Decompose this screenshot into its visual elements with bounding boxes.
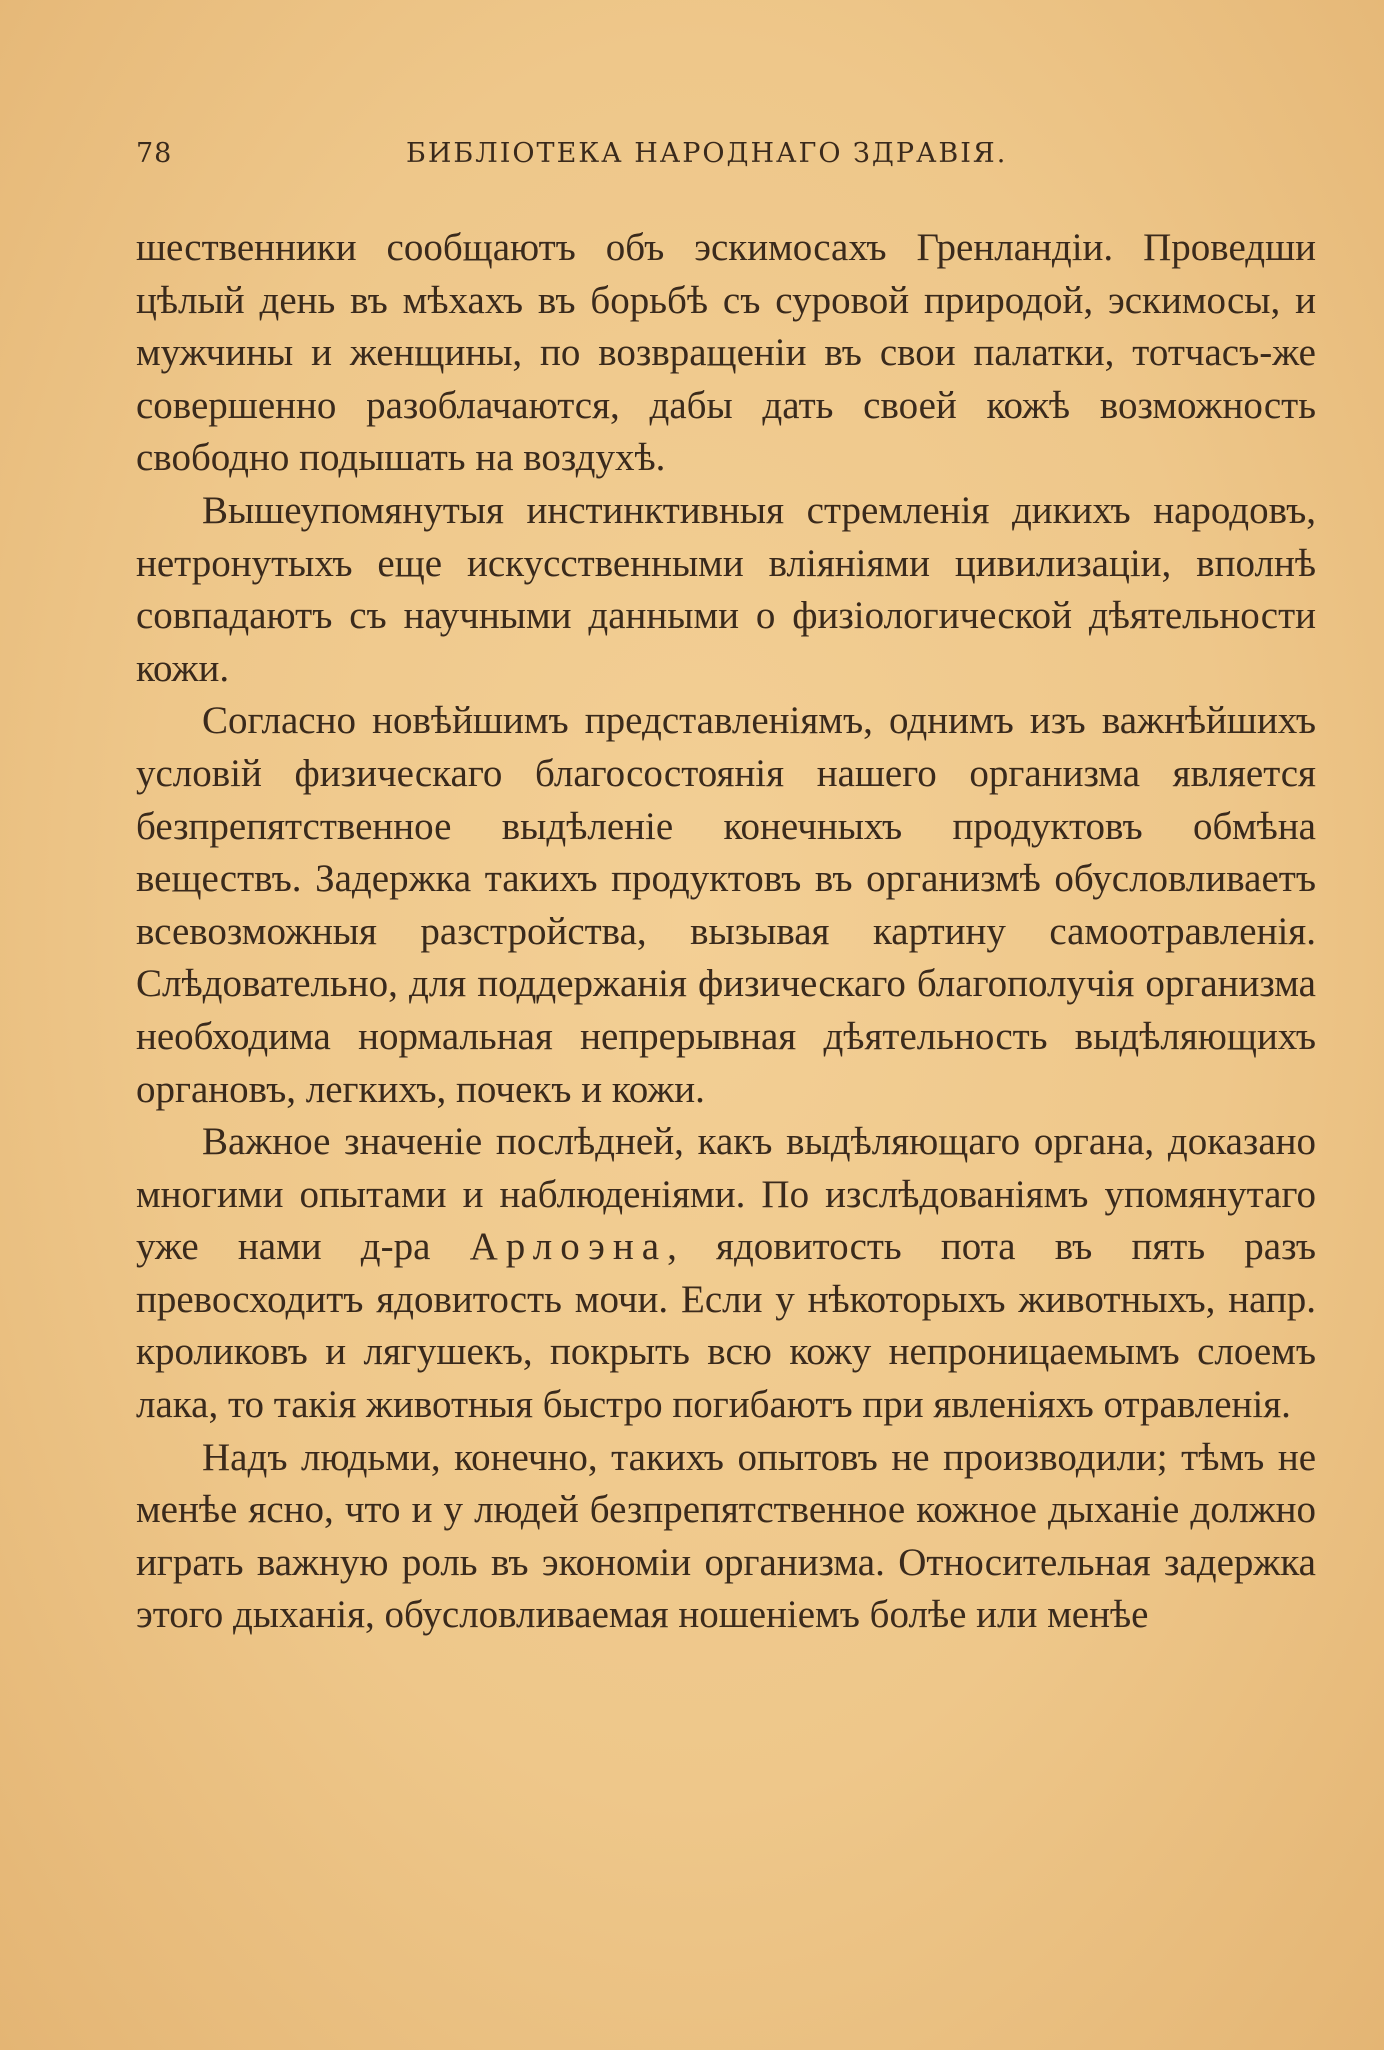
paragraph-3: Согласно новѣйшимъ представленіямъ, однимъ изъ важнѣйшихъ условій физическаго благосостоянія нашего организма является безпрепятственное выдѣленіе конечныхъ продуктовъ обмѣна веществъ. Задержка такихъ продуктовъ въ организмѣ обусловливаетъ всевозможныя разстройства, вызывая картину самоотравленія. Слѣдовательно, для поддержанія физическаго благополучія организма необходима нормальная непрерывная дѣятельность выдѣляющихъ органовъ, легкихъ, почекъ и кожи. <box>136 699 1316 1111</box>
paragraph-4-text-before: Важное значеніе послѣдней, какъ выдѣляющаго органа, доказано многими опытами и наблюденіями. По изслѣдованіямъ упомянутаго уже нами д-ра <box>136 1120 1316 1269</box>
paragraph-4 <box>136 1116 1316 1432</box>
paragraph-1: шественники сообщаютъ объ эскимосахъ Гренландіи. Проведши цѣлый день въ мѣхахъ въ борьбѣ съ суровой природой, эскимосы, и мужчины и женщины, по возвращеніи въ свои палатки, тотчасъ-же совершенно разоблачаются, дабы дать своей кожѣ возможность свободно подышать на воздухѣ. <box>136 226 1316 480</box>
paragraph-2: Вышеупомянутыя инстинктивныя стремленія дикихъ народовъ, нетронутыхъ еще искусственными вліяніями цивилизаціи, вполнѣ совпадаютъ съ научными данными о физіологической дѣятельности кожи. <box>136 488 1316 690</box>
paragraph-5: Надъ людьми, конечно, такихъ опытовъ не производили; тѣмъ не менѣе ясно, что и у людей безпрепятственное кожное дыханіе должно играть важную роль въ экономіи организма. Относительная задержка этого дыханія, обусловливаемая ношеніемъ болѣе или менѣе <box>136 1435 1316 1637</box>
page-header <box>136 138 1316 178</box>
paragraph-4-text-after: , ядовитость пота въ пять разъ превосходитъ ядовитость мочи. Если у нѣкоторыхъ животныхъ, напр. кроликовъ и лягушекъ, покрыть всю кожу непроницаемымъ слоемъ лака, то такія животныя быстро погибаютъ при явленіяхъ отравленія. <box>136 1225 1316 1427</box>
page-number: 78 <box>136 138 173 169</box>
running-title: БИБЛІОТЕКА НАРОДНАГО ЗДРАВІЯ. <box>406 138 1008 169</box>
body-text <box>136 222 1316 1642</box>
author-name-spaced: Арлоэна <box>469 1225 668 1269</box>
